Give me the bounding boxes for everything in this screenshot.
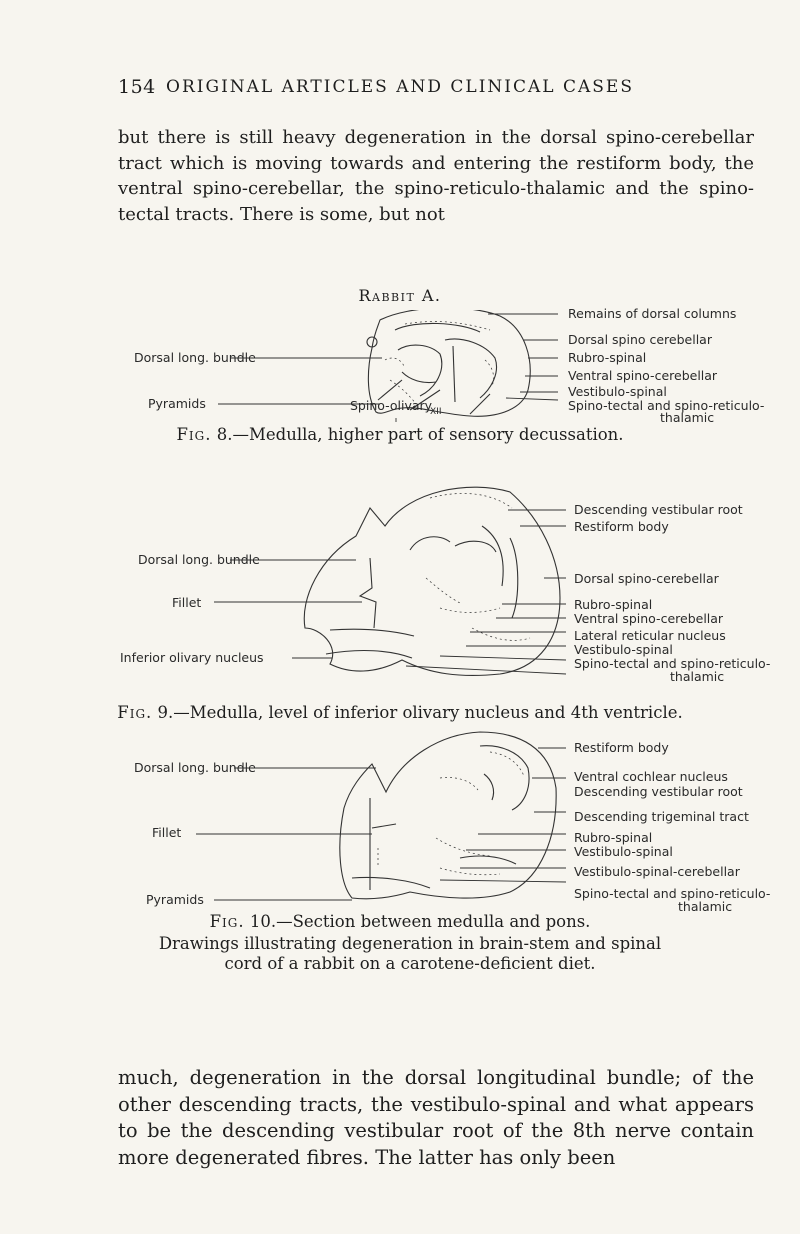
fig10-label-restiform: Restiform body [574, 740, 669, 755]
fig10-label-dorsal-long: Dorsal long. bundle [134, 760, 256, 775]
fig9-label-descending-vestibular: Descending vestibular root [574, 502, 743, 517]
fig9-caption-text: 9.—Medulla, level of inferior olivary nucleus and 4th ventricle. [157, 703, 683, 722]
fig8-label-dorsal-long: Dorsal long. bundle [134, 350, 256, 365]
fig9-label-dorsal-spino: Dorsal spino-cerebellar [574, 571, 719, 586]
fig10-label-pyramids: Pyramids [146, 892, 204, 907]
page-header [0, 76, 800, 106]
fig9-label-vestibulo: Vestibulo-spinal [574, 642, 673, 657]
fig10-caption-prefix: Fig. [209, 912, 245, 931]
fig10-label-vestibulo-spinal-cerebellar: Vestibulo-spinal-cerebellar [574, 864, 740, 879]
fig9-label-dorsal-long: Dorsal long. bundle [138, 552, 260, 567]
fig10-label-thalamic: thalamic [678, 899, 733, 914]
fig10-label-rubro: Rubro-spinal [574, 830, 653, 845]
body-paragraph-top: but there is still heavy degeneration in the dorsal spino-cerebellar tract which is moving towards and entering the restiform body, the ventral spino-cerebellar, the spino-reticulo-thalamic and the spino-tectal tracts. There is some, but not [118, 127, 754, 225]
page-number: 154 [118, 76, 156, 98]
fig9-label-restiform: Restiform body [574, 519, 669, 534]
fig8-label-spino-olivary: Spino-olivary [350, 398, 433, 413]
fig10-label-descending-trigeminal: Descending trigeminal tract [574, 809, 749, 824]
figure-8 [134, 306, 765, 425]
figure-9 [120, 478, 771, 684]
fig10-label-fillet: Fillet [152, 825, 182, 840]
running-head: ORIGINAL ARTICLES AND CLINICAL CASES [166, 77, 634, 97]
fig8-label-rubro: Rubro-spinal [568, 350, 647, 365]
fig8-label-ventral: Ventral spino-cerebellar [568, 368, 718, 383]
fig8-label-remains: Remains of dorsal columns [568, 306, 737, 321]
fig8-label-xii: XII [430, 407, 442, 417]
fig8-label-vestibulo: Vestibulo-spinal [568, 384, 667, 399]
fig10-label-descending-vestibular: Descending vestibular root [574, 784, 743, 799]
fig9-label-fillet: Fillet [172, 595, 202, 610]
plate-title: Rabbit A. [358, 286, 442, 305]
fig10-caption-text: 10.—Section between medulla and pons. [249, 912, 591, 931]
fig9-caption-prefix: Fig. [117, 703, 153, 722]
fig9-label-ventral: Ventral spino-cerebellar [574, 611, 724, 626]
fig9-label-spino-tectal: Spino-tectal and spino-reticulo- [574, 656, 771, 671]
plate-caption: Drawings illustrating degeneration in brain-stem and spinal cord of a rabbit on a carotene-deficient diet. [158, 934, 662, 973]
fig10-label-vestibulo: Vestibulo-spinal [574, 844, 673, 859]
fig10-label-ventral-cochlear: Ventral cochlear nucleus [574, 769, 728, 784]
fig8-label-spino-tectal: Spino-tectal and spino-reticulo- [568, 398, 765, 413]
fig8-label-thalamic: thalamic [660, 410, 715, 425]
fig9-caption [0, 703, 800, 722]
fig10-label-spino-tectal: Spino-tectal and spino-reticulo- [574, 886, 771, 901]
fig8-label-dorsal-spino: Dorsal spino cerebellar [568, 332, 712, 347]
fig9-label-rubro: Rubro-spinal [574, 597, 653, 612]
fig10-caption [0, 912, 800, 931]
fig8-caption-text: 8.—Medulla, higher part of sensory decussation. [216, 425, 624, 444]
fig9-label-thalamic: thalamic [670, 669, 725, 684]
body-paragraph-bottom: much, degeneration in the dorsal longitudinal bundle; of the other descending tracts, the vestibulo-spinal and what appears to be the descending vestibular root of the 8th nerve contain more degenerated fibres. The latter has only been [118, 1066, 754, 1169]
fig8-label-pyramids: Pyramids [148, 396, 206, 411]
fig8-caption [0, 425, 800, 444]
fig8-caption-prefix: Fig. [176, 425, 212, 444]
fig9-label-lateral-reticular: Lateral reticular nucleus [574, 628, 726, 643]
fig9-label-inferior-olivary: Inferior olivary nucleus [120, 650, 264, 665]
figure-10 [134, 728, 771, 914]
